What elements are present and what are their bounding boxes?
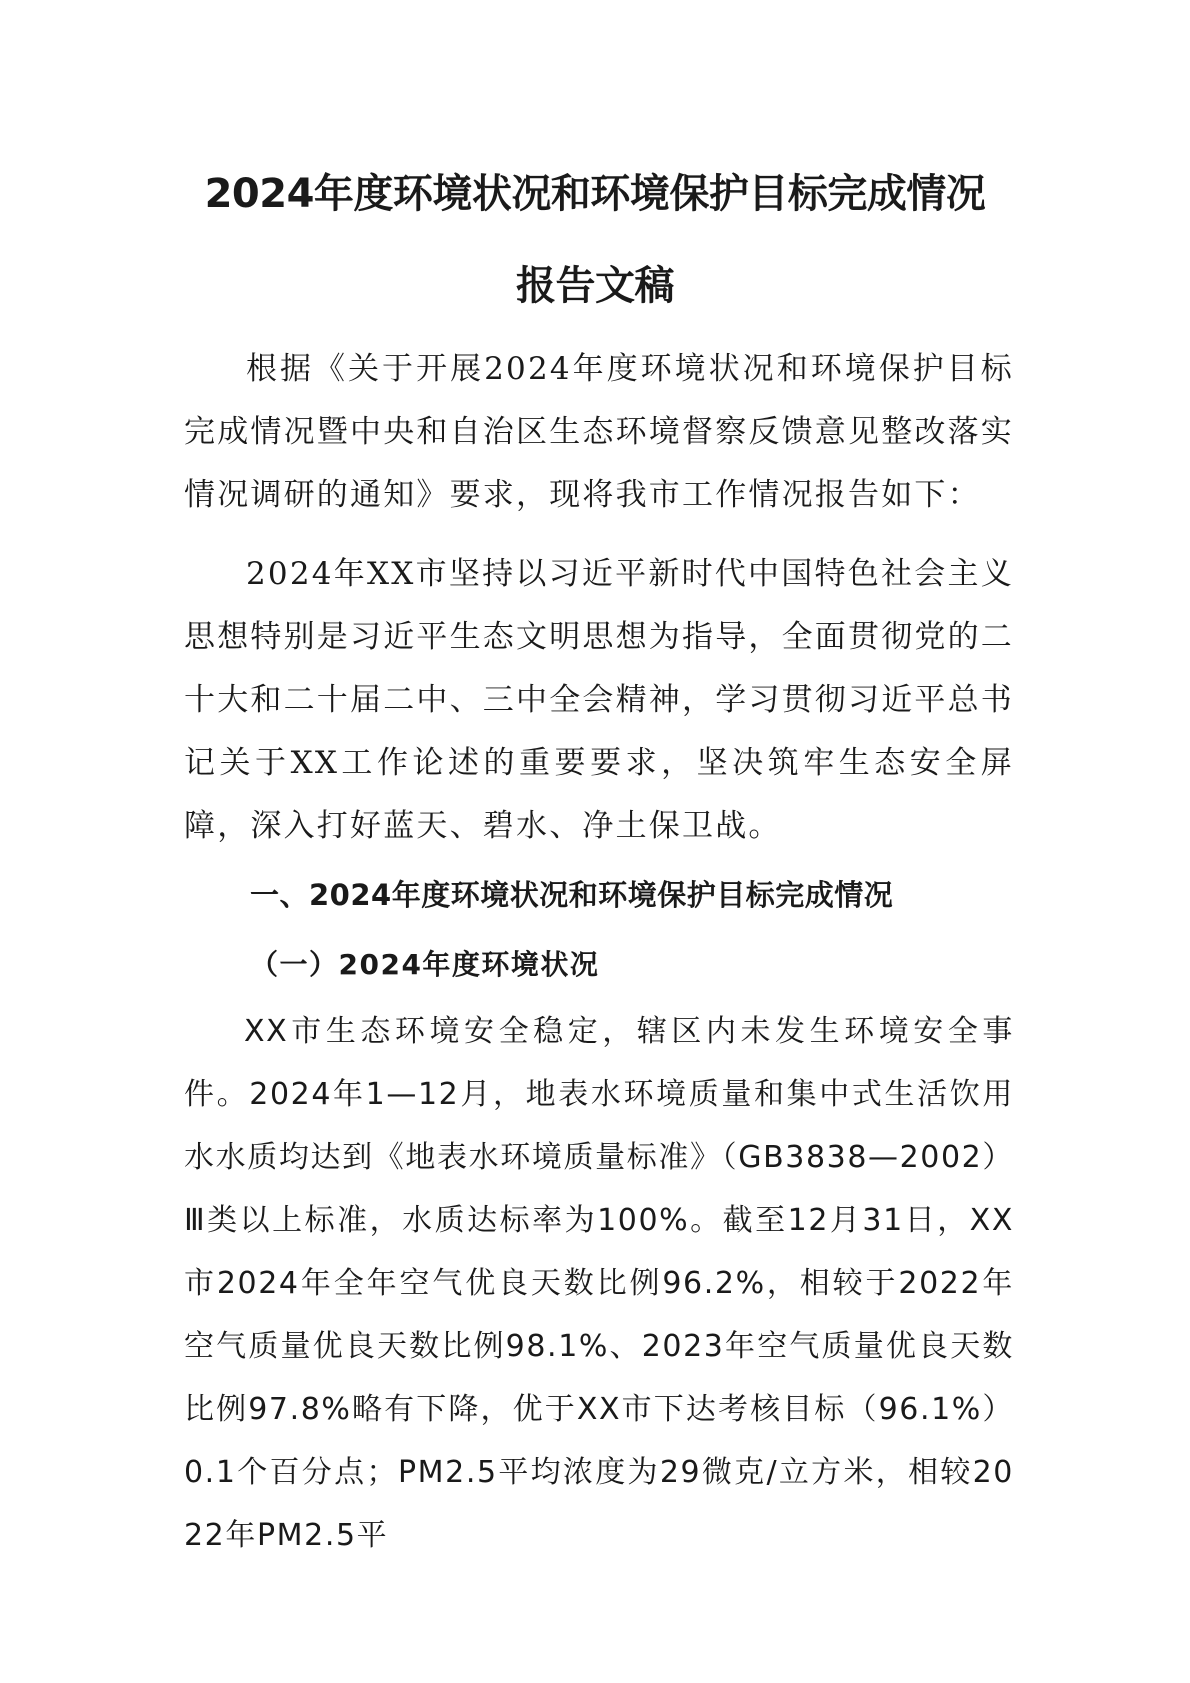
- section-heading: 一、2024年度环境状况和环境保护目标完成情况: [250, 878, 894, 912]
- document-title-line2: 报告文稿: [516, 263, 674, 309]
- subsection-heading: （一）2024年度环境状况: [250, 948, 600, 981]
- overview-paragraph: 2024年XX市坚持以习近平新时代中国特色社会主义思想特别是习近平生态文明思想为指导，全面贯彻党的二十大和二十届二中、三中全会精神，学习贯彻习近平总书记关于XX工作论述的重要要求，坚决筑牢生态安全屏障，深入打好蓝天、碧水、净土保卫战。: [184, 556, 1014, 844]
- intro-paragraph: 根据《关于开展2024年度环境状况和环境保护目标完成情况暨中央和自治区生态环境督察反馈意见整改落实情况调研的通知》要求，现将我市工作情况报告如下：: [184, 351, 1014, 513]
- environment-status-paragraph: XX市生态环境安全稳定，辖区内未发生环境安全事件。2024年1—12月，地表水环境质量和集中式生活饮用水水质均达到《地表水环境质量标准》（GB3838—2002）Ⅲ类以上标准，水质达标率为100%。截至12月31日，XX市2024年全年空气优良天数比例96.2%，相较于2022年空气质量优良天数比例98.1%、2023年空气质量优良天数比例97.8%略有下降，优于XX市下达考核目标（96.1%）0.1个百分点；PM2.5平均浓度为29微克/立方米，相较2022年PM2.5平: [184, 1014, 1014, 1553]
- document-title-line1: 2024年度环境状况和环境保护目标完成情况: [204, 171, 986, 217]
